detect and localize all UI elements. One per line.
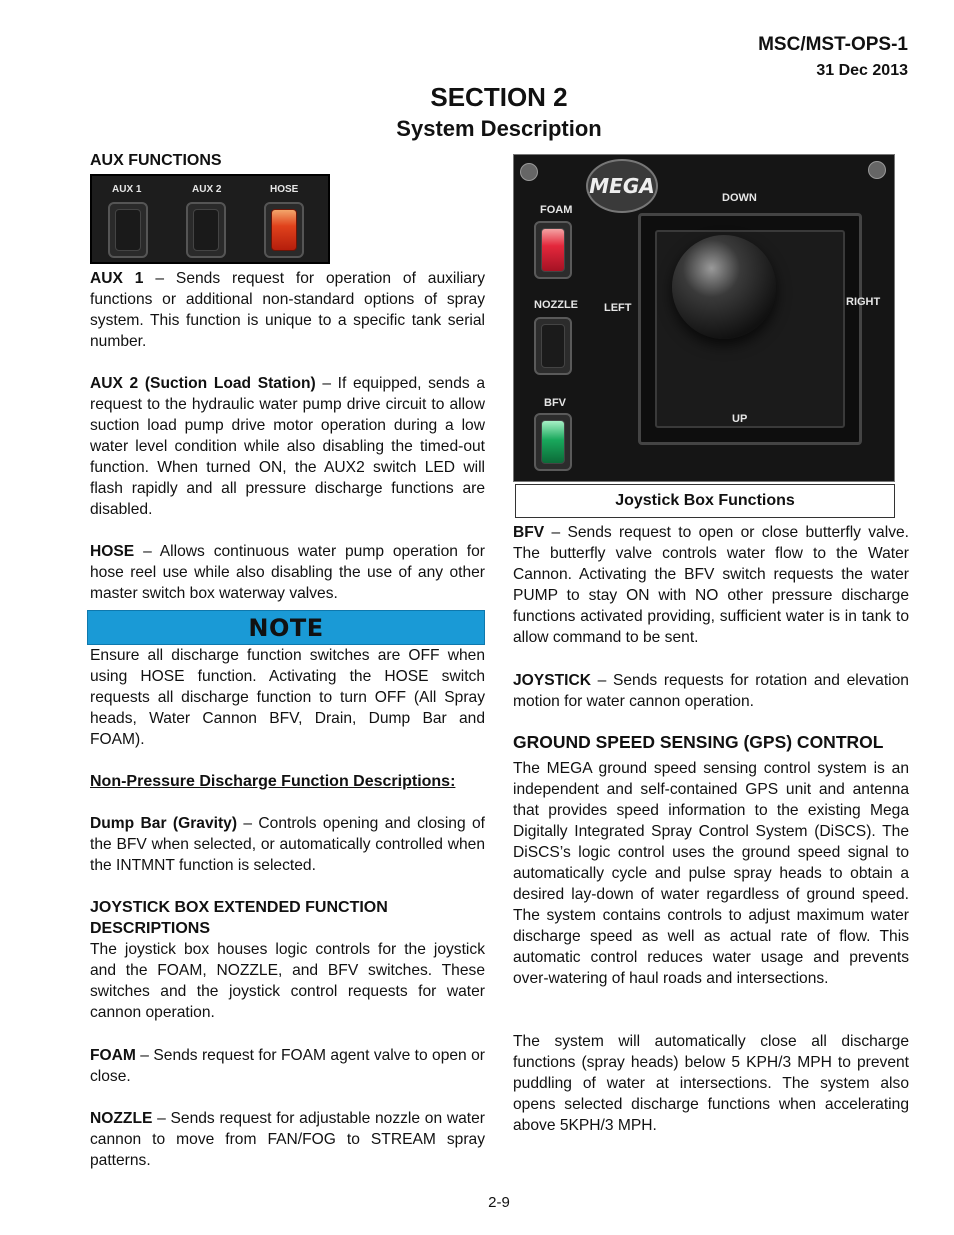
joystick-term: JOYSTICK	[513, 672, 591, 689]
direction-left-label: LEFT	[604, 302, 632, 314]
dump-bar-text: – Controls opening and closing of the BFV when selected, or automatically controlled when the INTMNT function is selected.	[90, 815, 485, 874]
foam-text: – Sends request for FOAM agent valve to open or close.	[90, 1047, 485, 1085]
direction-down-label: DOWN	[722, 192, 757, 204]
foam-rocker-switch	[534, 221, 572, 279]
aux2-panel-label: AUX 2	[192, 184, 222, 195]
aux2-rocker-switch	[186, 202, 226, 258]
joystick-box-image	[513, 154, 895, 482]
bfv-rocker-switch	[534, 413, 572, 471]
note-banner: NOTE	[87, 610, 485, 645]
nozzle-rocker-switch	[534, 317, 572, 375]
bfv-text: – Sends request to open or close butterfly valve. The butterfly valve controls water flow to the Water Cannon. Activating the BFV switch requests the water PUMP to stay ON with NO other pressure discharge functions activated providing, sufficient water is in tank to allow command to be sent.	[513, 524, 909, 646]
direction-up-label: UP	[732, 413, 748, 425]
hose-term: HOSE	[90, 543, 135, 560]
note-text: Ensure all discharge function switches are OFF when using HOSE function. Activating the HOSE switch requests all discharge function to turn OFF (All Spray heads, Water Cannon BFV, Drain, Dump Bar and FOAM).	[90, 647, 485, 748]
nozzle-description	[90, 1108, 485, 1171]
screw-icon	[520, 163, 538, 181]
hose-description	[90, 541, 485, 604]
joystick-box-intro	[90, 939, 485, 1023]
bfv-description	[513, 522, 909, 648]
aux-functions-heading: AUX FUNCTIONS	[90, 152, 222, 169]
mega-logo: MEGA	[586, 159, 658, 213]
joystick-knob	[672, 235, 776, 339]
gps-text-2: The system will automatically close all discharge functions (spray heads) below 5 KPH/3 MPH to prevent puddling of water at intersections. The system also opens selected discharge functions when accelerating above 5KPH/3 MPH.	[513, 1033, 909, 1134]
dump-bar-description	[90, 813, 485, 876]
gps-control-heading: GROUND SPEED SENSING (GPS) CONTROL	[513, 732, 884, 752]
hose-text: – Allows continuous water pump operation for hose reel use while also disabling the use of any other master switch box waterway valves.	[90, 543, 485, 602]
foam-switch-label: FOAM	[540, 204, 573, 216]
section-subtitle: System Description	[396, 116, 602, 141]
nozzle-switch-label: NOZZLE	[534, 299, 578, 311]
aux1-text: – Sends request for operation of auxiliary functions or additional non-standard options of spray system. This function is unique to a specific tank serial number.	[90, 270, 485, 350]
foam-term: FOAM	[90, 1047, 136, 1064]
bfv-switch-label: BFV	[544, 397, 566, 409]
document-id: MSC/MST-OPS-1	[758, 34, 908, 55]
aux-switch-panel-image	[90, 174, 330, 264]
dump-bar-term: Dump Bar (Gravity)	[90, 815, 238, 832]
aux2-term: AUX 2 (Suction Load Station)	[90, 375, 316, 392]
nozzle-text: – Sends request for adjustable nozzle on water cannon to move from FAN/FOG to STREAM spray patterns.	[90, 1110, 485, 1169]
gps-paragraph-2	[513, 1031, 909, 1136]
aux1-panel-label: AUX 1	[112, 184, 142, 195]
aux2-text: – If equipped, sends a request to the hydraulic water pump drive circuit to allow suction load pump drive motor operation during a low water level condition while also disabling the timed-out function. When turned ON, the AUX2 switch LED will flash rapidly and all pressure discharge functions are disabled.	[90, 375, 485, 518]
aux1-term: AUX 1	[90, 270, 144, 287]
aux1-description	[90, 268, 485, 352]
joystick-text: – Sends requests for rotation and elevation motion for water cannon operation.	[513, 672, 909, 710]
note-text-block	[90, 645, 485, 750]
aux1-rocker-switch	[108, 202, 148, 258]
section-title: SECTION 2	[430, 82, 568, 112]
hose-panel-label: HOSE	[270, 184, 299, 195]
joystick-description	[513, 670, 909, 712]
nozzle-term: NOZZLE	[90, 1110, 153, 1127]
document-date: 31 Dec 2013	[816, 62, 908, 79]
gps-text-1: The MEGA ground speed sensing control system is an independent and self-contained GPS unit and antenna that provides speed information to the existing Mega Digitally Integrated Spray Control System (DiSCS). The DiSCS’s logic control uses the ground speed signal to automatically cycle and pulse spray heads to obtain a desired lay-down of water regardless of ground speed. The system contains controls to adjust maximum water discharge speed as well as actual rate of flow. This automatic control reduces water usage and prevents over-watering of haul roads and intersections.	[513, 760, 909, 987]
hose-rocker-switch	[264, 202, 304, 258]
screw-icon	[868, 161, 886, 179]
gps-paragraph-1	[513, 758, 909, 989]
page-number: 2-9	[488, 1194, 510, 1211]
aux2-description	[90, 373, 485, 520]
joystick-image-caption: Joystick Box Functions	[515, 484, 895, 518]
bfv-term: BFV	[513, 524, 545, 541]
foam-description	[90, 1045, 485, 1087]
joystick-box-heading: JOYSTICK BOX EXTENDED FUNCTION DESCRIPTIONS	[90, 899, 388, 937]
direction-right-label: RIGHT	[846, 296, 881, 308]
joystick-box-text: The joystick box houses logic controls for the joystick and the FOAM, NOZZLE, and BFV switches. These switches and the joystick control requests for water cannon operation.	[90, 941, 485, 1021]
non-pressure-heading: Non-Pressure Discharge Function Descriptions:	[90, 773, 456, 790]
